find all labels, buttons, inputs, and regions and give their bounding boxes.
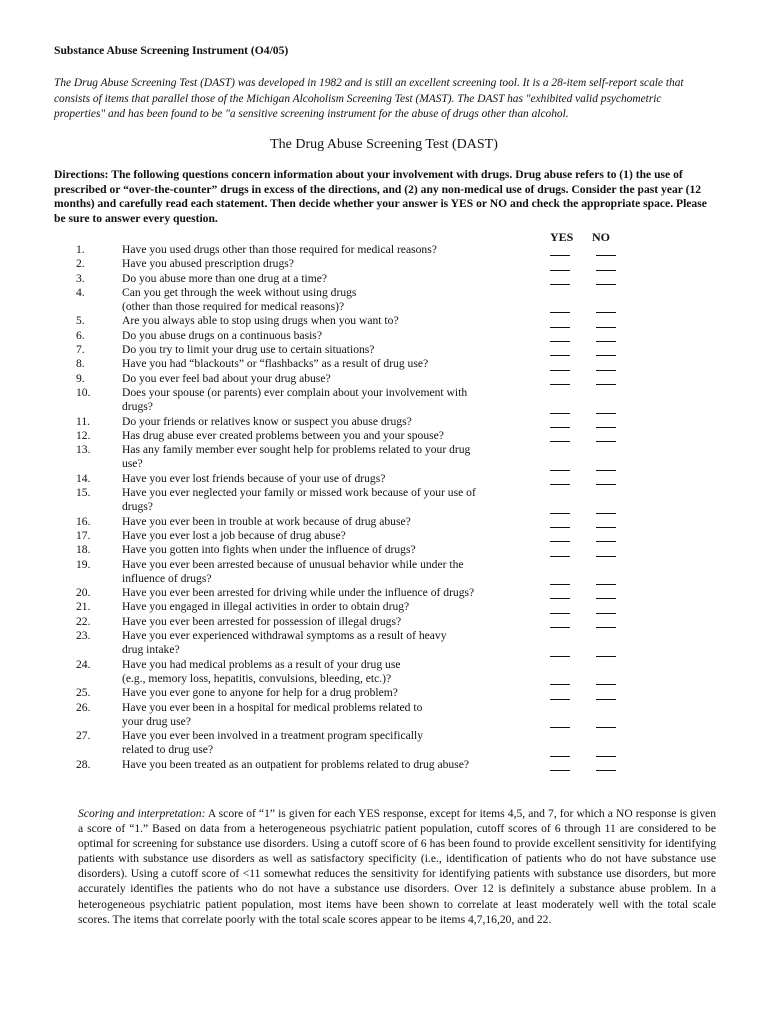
question-number: 24. [76, 657, 91, 671]
question-text-line: Have you ever been in trouble at work because of drug abuse? [122, 514, 411, 528]
question-text-line: Do you ever feel bad about your drug abuse? [122, 371, 331, 385]
intro-paragraph: The Drug Abuse Screening Test (DAST) was developed in 1982 and is still an excellent screening tool. It is a 28-item self-report scale that consists of items that parallel those of the Michigan Alcoholism Screening Test (MAST). The DAST has "exhibited valid psychometric properties" and has been found to be "a sensitive screening instrument for the abuse of drugs other than alcohol. [54, 77, 684, 120]
question-row [76, 529, 696, 543]
question-text [122, 472, 522, 486]
question-row [76, 758, 696, 772]
yes-answer-blank[interactable] [550, 327, 570, 328]
question-text [122, 558, 522, 587]
no-answer-blank[interactable] [596, 770, 616, 771]
question-text-line: Has drug abuse ever created problems between you and your spouse? [122, 428, 444, 442]
question-text-line: Have you had “blackouts” or “flashbacks” as a result of drug use? [122, 357, 429, 371]
question-number: 21. [76, 600, 91, 614]
question-row [76, 658, 696, 687]
no-column-header: NO [592, 230, 610, 244]
question-row [76, 443, 696, 472]
yes-answer-blank[interactable] [550, 255, 570, 256]
question-text-line: Have you ever lost a job because of drug abuse? [122, 528, 346, 542]
question-text-line: Have you been treated as an outpatient for problems related to drug abuse? [122, 757, 470, 771]
no-answer-blank[interactable] [596, 270, 616, 271]
question-text [122, 486, 522, 515]
question-number: 7. [76, 343, 85, 357]
question-row [76, 257, 696, 271]
document-header-title: Substance Abuse Screening Instrument (O4/05) [54, 44, 289, 57]
question-text-line: Have you ever lost friends because of your use of drugs? [122, 471, 386, 485]
question-row [76, 343, 696, 357]
question-text-line: Are you always able to stop using drugs when you want to? [122, 314, 399, 328]
question-text-line: Do your friends or relatives know or suspect you abuse drugs? [122, 414, 412, 428]
test-title: The Drug Abuse Screening Test (DAST) [270, 137, 498, 152]
no-answer-blank[interactable] [596, 627, 616, 628]
question-number: 20. [76, 586, 91, 600]
question-number: 12. [76, 428, 91, 442]
question-number: 13. [76, 443, 91, 457]
question-row [76, 629, 696, 658]
question-text [122, 429, 522, 443]
question-text-line: Have you ever been involved in a treatment program specifically [122, 729, 423, 743]
yes-answer-blank[interactable] [550, 413, 570, 414]
yes-answer-blank[interactable] [550, 484, 570, 485]
question-text [122, 529, 522, 543]
question-text [122, 586, 522, 600]
question-text-line: Can you get through the week without using drugs [122, 285, 357, 299]
no-answer-blank[interactable] [596, 384, 616, 385]
question-text [122, 701, 522, 730]
question-text [122, 615, 522, 629]
question-number: 11. [76, 414, 91, 428]
question-text [122, 600, 522, 614]
yes-answer-blank[interactable] [550, 341, 570, 342]
yes-answer-blank[interactable] [550, 370, 570, 371]
no-answer-blank[interactable] [596, 470, 616, 471]
yes-answer-blank[interactable] [550, 613, 570, 614]
question-text-line: drugs? [122, 500, 153, 514]
question-number: 2. [76, 257, 85, 271]
question-number: 15. [76, 486, 91, 500]
question-text-line: drug intake? [122, 643, 180, 657]
question-row [76, 686, 696, 700]
yes-answer-blank[interactable] [550, 756, 570, 757]
question-row [76, 615, 696, 629]
yes-answer-blank[interactable] [550, 470, 570, 471]
question-number: 27. [76, 729, 91, 743]
no-answer-blank[interactable] [596, 355, 616, 356]
no-answer-blank[interactable] [596, 484, 616, 485]
question-text [122, 357, 522, 371]
no-answer-blank[interactable] [596, 598, 616, 599]
question-number: 26. [76, 700, 91, 714]
question-text [122, 329, 522, 343]
yes-answer-blank[interactable] [550, 656, 570, 657]
question-text [122, 272, 522, 286]
question-row [76, 586, 696, 600]
question-number: 1. [76, 243, 85, 256]
question-number: 10. [76, 385, 91, 399]
question-text-line: related to drug use? [122, 743, 214, 757]
question-row [76, 729, 696, 758]
question-number: 16. [76, 514, 91, 528]
question-row [76, 472, 696, 486]
question-text [122, 729, 522, 758]
question-number: 8. [76, 357, 85, 371]
question-row [76, 314, 696, 328]
question-row [76, 429, 696, 443]
yes-answer-blank[interactable] [550, 427, 570, 428]
no-answer-blank[interactable] [596, 727, 616, 728]
no-answer-blank[interactable] [596, 656, 616, 657]
yes-column-header: YES [550, 230, 574, 244]
question-text [122, 629, 522, 658]
question-number: 9. [76, 371, 85, 385]
yes-answer-blank[interactable] [550, 384, 570, 385]
question-number: 25. [76, 686, 91, 700]
question-row [76, 243, 696, 257]
question-text-line: Do you abuse drugs on a continuous basis? [122, 328, 322, 342]
yes-answer-blank[interactable] [550, 684, 570, 685]
question-number: 23. [76, 629, 91, 643]
yes-answer-blank[interactable] [550, 627, 570, 628]
question-text-line: Have you abused prescription drugs? [122, 257, 294, 271]
no-answer-blank[interactable] [596, 341, 616, 342]
question-text-line: Have you ever been in a hospital for medical problems related to [122, 700, 423, 714]
question-text [122, 386, 522, 415]
question-row [76, 558, 696, 587]
question-text [122, 243, 522, 257]
yes-answer-blank[interactable] [550, 584, 570, 585]
question-text-line: Have you ever experienced withdrawal symptoms as a result of heavy [122, 629, 447, 643]
scoring-label: Scoring and interpretation: [78, 807, 206, 820]
question-number: 3. [76, 271, 85, 285]
question-text [122, 286, 522, 315]
question-number: 18. [76, 543, 91, 557]
no-answer-blank[interactable] [596, 556, 616, 557]
question-text-line: Have you had medical problems as a result of your drug use [122, 657, 401, 671]
question-text [122, 758, 522, 772]
question-row [76, 286, 696, 315]
yes-answer-blank[interactable] [550, 527, 570, 528]
question-text-line: Have you ever gone to anyone for help for a drug problem? [122, 686, 398, 700]
yes-answer-blank[interactable] [550, 541, 570, 542]
no-answer-blank[interactable] [596, 541, 616, 542]
no-answer-blank[interactable] [596, 284, 616, 285]
question-row [76, 515, 696, 529]
question-text [122, 658, 522, 687]
question-number: 17. [76, 528, 91, 542]
yes-answer-blank[interactable] [550, 770, 570, 771]
question-number: 28. [76, 757, 91, 771]
no-answer-blank[interactable] [596, 699, 616, 700]
yes-answer-blank[interactable] [550, 312, 570, 313]
no-answer-blank[interactable] [596, 584, 616, 585]
question-text [122, 686, 522, 700]
no-answer-blank[interactable] [596, 756, 616, 757]
yes-answer-blank[interactable] [550, 598, 570, 599]
no-answer-blank[interactable] [596, 312, 616, 313]
question-text [122, 314, 522, 328]
no-answer-blank[interactable] [596, 441, 616, 442]
no-answer-blank[interactable] [596, 370, 616, 371]
yes-answer-blank[interactable] [550, 513, 570, 514]
yes-answer-blank[interactable] [550, 284, 570, 285]
question-row [76, 600, 696, 614]
question-number: 14. [76, 471, 91, 485]
question-text [122, 415, 522, 429]
question-text [122, 257, 522, 271]
directions-paragraph: Directions: The following questions concern information about your involvement with drugs. Drug abuse refers to (1) the use of prescribed or “over-the-counter” drugs in excess of the directions, and (2) any non-medical use of drugs. Consider the past year (12 months) and carefully read each statement. Then decide whether your answer is YES or NO and check the appropriate space. Please be sure to answer every question. [54, 168, 707, 225]
question-text-line: Have you engaged in illegal activities in order to obtain drug? [122, 600, 410, 614]
question-row [76, 415, 696, 429]
question-text-line: Have you ever been arrested for driving while under the influence of drugs? [122, 586, 475, 600]
question-text [122, 372, 522, 386]
question-row [76, 486, 696, 515]
no-answer-blank[interactable] [596, 684, 616, 685]
question-text-line: (e.g., memory loss, hepatitis, convulsions, bleeding, etc.)? [122, 671, 392, 685]
question-text-line: Do you abuse more than one drug at a time? [122, 271, 328, 285]
question-text-line: drugs? [122, 400, 153, 414]
yes-answer-blank[interactable] [550, 355, 570, 356]
no-answer-blank[interactable] [596, 327, 616, 328]
no-answer-blank[interactable] [596, 427, 616, 428]
question-text-line: Have you gotten into fights when under the influence of drugs? [122, 543, 416, 557]
question-row [76, 272, 696, 286]
question-text-line: Have you used drugs other than those required for medical reasons? [122, 243, 437, 256]
question-number: 6. [76, 328, 85, 342]
yes-answer-blank[interactable] [550, 270, 570, 271]
question-text-line: Have you ever neglected your family or missed work because of your use of [122, 486, 476, 500]
question-text-line: (other than those required for medical reasons)? [122, 300, 345, 314]
question-text-line: Does your spouse (or parents) ever complain about your involvement with [122, 385, 468, 399]
question-number: 19. [76, 557, 91, 571]
question-text [122, 443, 522, 472]
question-number: 5. [76, 314, 85, 328]
question-number: 4. [76, 285, 85, 299]
no-answer-blank[interactable] [596, 527, 616, 528]
question-text-line: use? [122, 457, 143, 471]
no-answer-blank[interactable] [596, 255, 616, 256]
question-text-line: Has any family member ever sought help for problems related to your drug [122, 443, 471, 457]
yes-answer-blank[interactable] [550, 727, 570, 728]
scoring-paragraph [78, 806, 716, 927]
yes-answer-blank[interactable] [550, 441, 570, 442]
question-text [122, 343, 522, 357]
yes-answer-blank[interactable] [550, 556, 570, 557]
yes-answer-blank[interactable] [550, 699, 570, 700]
question-row [76, 543, 696, 557]
question-text-line: Do you try to limit your drug use to certain situations? [122, 343, 375, 357]
question-text [122, 543, 522, 557]
question-row [76, 357, 696, 371]
scoring-text: A score of “1” is given for each YES response, except for items 4,5, and 7, for which a NO response is given a score of “1.” Based on data from a heterogeneous psychiatric patient population, cutoff scores of 6 through 11 are considered to be optimal for screening for substance use disorders. Using a cutoff score of 6 has been found to provide excellent sensitivity for identifying patients with substance use disorders as well as satisfactory specificity (i.e., identification of patients who do not have substance use disorders). Using a cutoff score of <11 somewhat reduces the sensitivity for identifying patients with substance use disorders, but more accurately identifies the patients who do not have a substance use disorders. Over 12 is definitely a substance abuse problem. In a heterogeneous psychiatric patient population, most items have been shown to correlate at least moderately well with the total scale scores. The items that correlate poorly with the total scale scores appear to be items 4,7,16,20, and 22. [78, 807, 717, 926]
question-text-line: influence of drugs? [122, 571, 212, 585]
question-text-line: Have you ever been arrested for possession of illegal drugs? [122, 614, 402, 628]
question-text-line: your drug use? [122, 714, 191, 728]
question-row [76, 386, 696, 415]
question-text [122, 515, 522, 529]
question-row [76, 329, 696, 343]
question-number: 22. [76, 614, 91, 628]
question-row [76, 701, 696, 730]
question-list [76, 243, 696, 772]
question-row [76, 372, 696, 386]
no-answer-blank[interactable] [596, 513, 616, 514]
no-answer-blank[interactable] [596, 413, 616, 414]
no-answer-blank[interactable] [596, 613, 616, 614]
question-text-line: Have you ever been arrested because of unusual behavior while under the [122, 557, 464, 571]
